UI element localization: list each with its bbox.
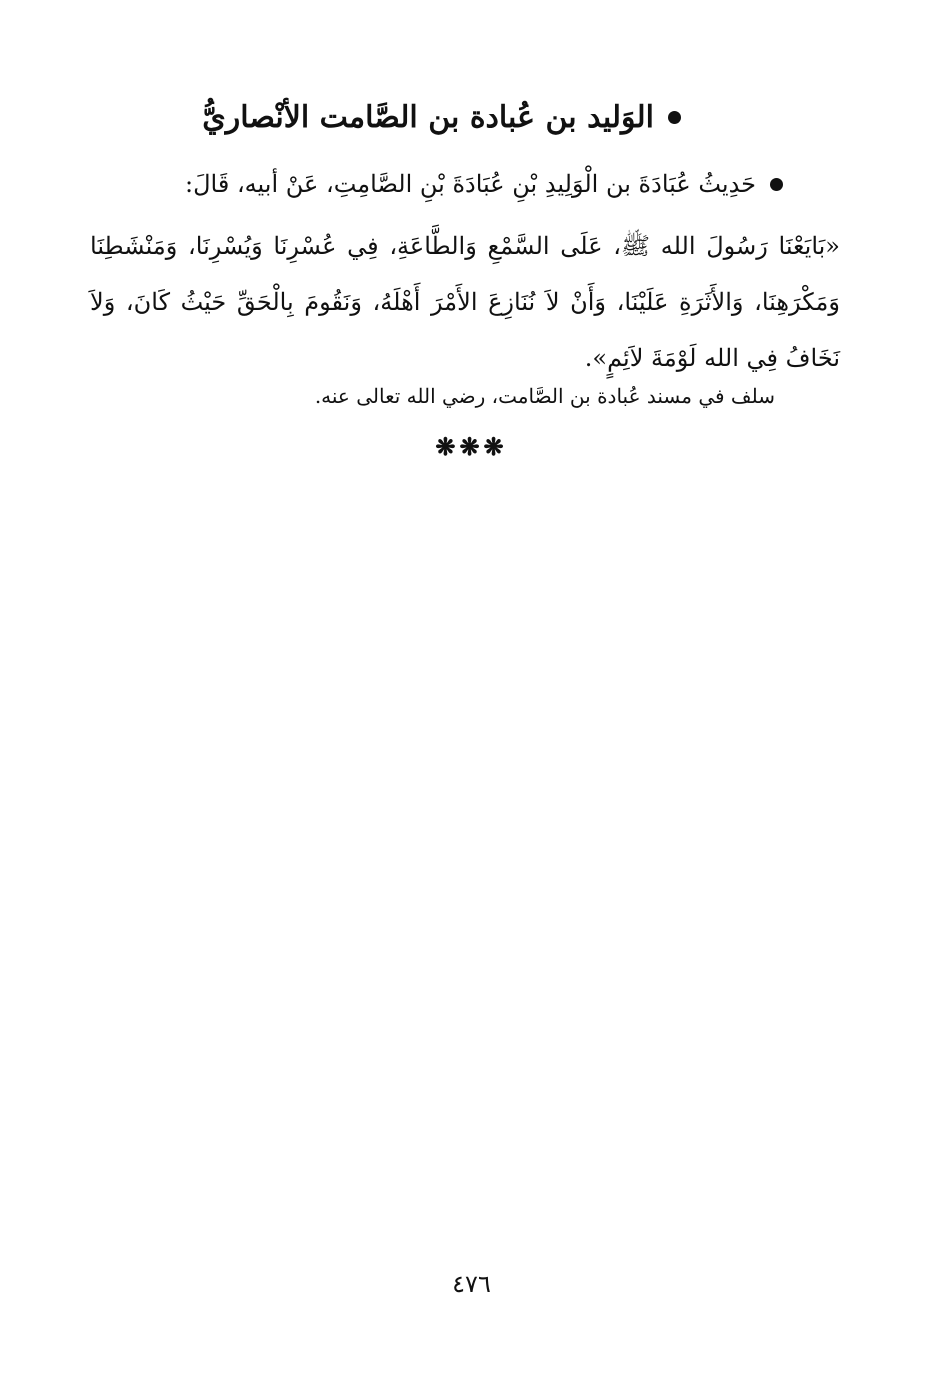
page-number: ٤٧٦ [452, 1270, 491, 1298]
hadith-title-text: حَدِيثُ عُبَادَةَ بن الْوَلِيدِ بْنِ عُبَادَةَ بْنِ الصَّامِتِ، عَنْ أبيه، قَالَ: [185, 170, 756, 198]
section-separator: ❋❋❋ [435, 432, 508, 461]
hadith-body: «بَايَعْنَا رَسُولَ الله ﷺ، عَلَى السَّمْعِ وَالطَّاعَةِ، فِي عُسْرِنَا وَيُسْرِنَا، وَمَنْشَطِنَا وَمَكْرَهِنَا، وَالأَثَرَةِ عَلَيْنَا، وَأَنْ لاَ نُنَازِعَ الأَمْرَ أَهْلَهُ، وَنَقُومَ بِالْحَقِّ حَيْثُ كَانَ، وَلاَ نَخَافُ فِي الله لَوْمَةَ لاَئِمٍ». [90, 232, 840, 372]
hadith-bullet-icon [770, 178, 783, 191]
hadith-title [143, 170, 783, 198]
heading-bullet-icon [668, 111, 681, 124]
section-heading [202, 100, 681, 135]
reference-note: سلف في مسند عُبادة بن الصَّامت، رضي الله تعالى عنه. [314, 384, 775, 408]
section-heading-text: الوَليد بن عُبادة بن الصَّامت الأنْصاريُّ [202, 100, 654, 135]
